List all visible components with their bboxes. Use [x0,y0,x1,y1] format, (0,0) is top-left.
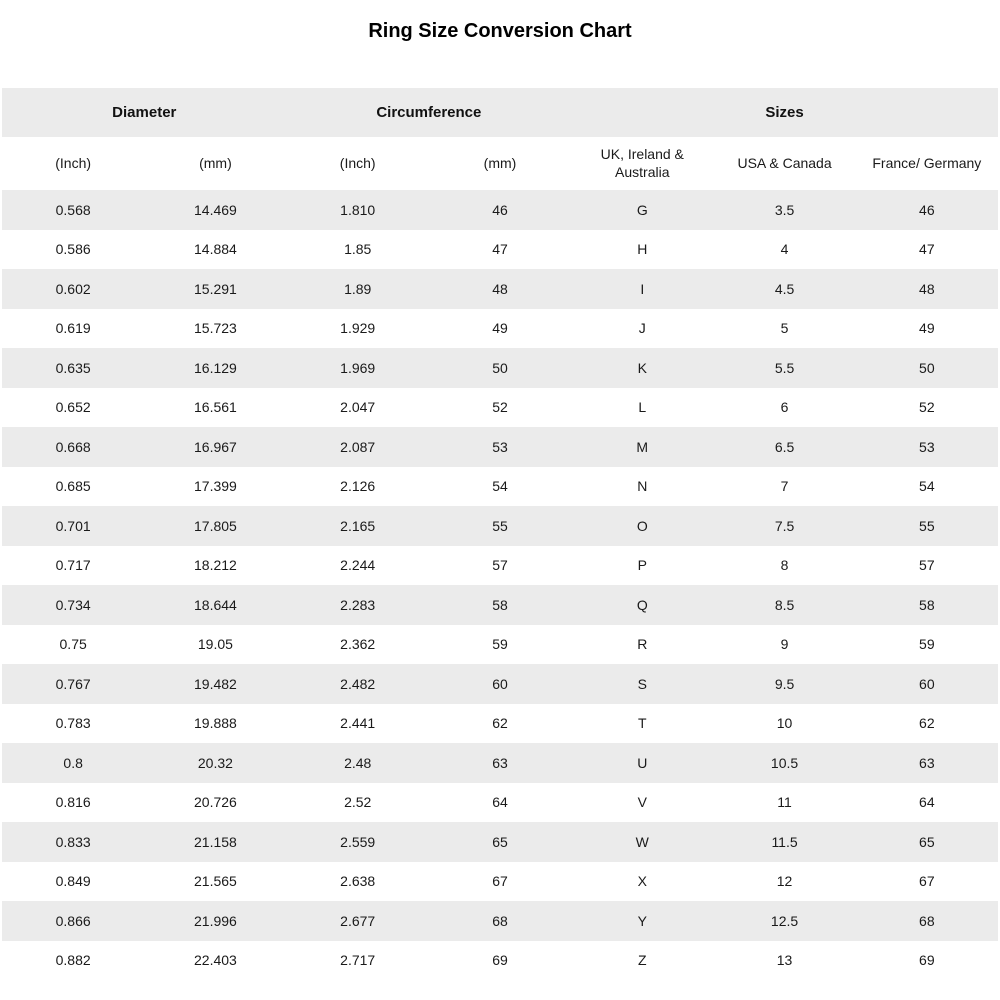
table-cell: 15.723 [194,320,237,337]
table-cell: 0.668 [55,438,91,455]
table-cell: 0.783 [55,715,91,732]
table-cell: P [637,557,647,574]
table-cell: 20.32 [197,754,233,771]
table-cell: 47 [492,241,508,258]
table-cell: 57 [492,557,508,574]
table-cell: 1.929 [340,320,376,337]
table-cell: 15.291 [194,280,237,297]
table-cell: 9 [780,636,789,653]
table-cell: 0.849 [55,873,91,890]
table-row [2,348,998,388]
table-cell: 68 [492,912,508,929]
table-cell: 2.283 [340,596,376,613]
table-cell: 2.482 [340,675,376,692]
group-header-diameter: Diameter [2,88,287,137]
col-header-france-germany: France/ Germany [872,154,982,171]
table-cell: 2.638 [340,873,376,890]
table-row [2,309,998,349]
table-cell: 0.8 [63,754,83,771]
table-cell: 12.5 [770,912,799,929]
table-cell: 6 [780,399,789,416]
table-cell: 2.126 [340,478,376,495]
col-header-circumference-mm: (mm) [483,154,517,171]
table-cell: L [638,399,647,416]
table-cell: O [636,517,648,534]
table-cell: 11.5 [771,833,798,850]
table-cell: Y [637,912,647,929]
col-header-usa-canada: USA & Canada [737,154,832,171]
table-cell: 19.888 [194,715,237,732]
table-cell: 19.05 [197,636,233,653]
table-cell: 16.967 [194,438,237,455]
table-cell: 12 [776,873,793,890]
table-cell: 0.602 [55,280,91,297]
table-cell: 0.685 [55,478,91,495]
table-cell: I [640,280,645,297]
table-cell: 2.441 [340,715,376,732]
table-row [2,546,998,586]
table-cell: 4 [780,241,789,258]
table-cell: 0.635 [55,359,91,376]
table-row [2,388,998,428]
table-cell: 20.726 [194,794,237,811]
table-row [2,269,998,309]
table-cell: 67 [492,873,508,890]
table-cell: 53 [492,438,508,455]
table-cell: 68 [919,912,935,929]
table-cell: 2.244 [340,557,376,574]
table-cell: 64 [492,794,508,811]
table-cell: 63 [919,754,935,771]
table-cell: 62 [492,715,508,732]
table-cell: V [637,794,647,811]
table-cell: 50 [492,359,508,376]
group-header-row [2,88,998,137]
table-row [2,901,998,941]
table-cell: J [638,320,646,337]
table-cell: 54 [919,478,935,495]
table-cell: 0.833 [55,833,91,850]
table-cell: 2.48 [344,754,372,771]
table-cell: 55 [919,517,935,534]
table-cell: 50 [919,359,935,376]
column-header-row [2,137,998,190]
table-cell: G [636,201,648,218]
table-cell: 60 [492,675,508,692]
table-cell: T [637,715,647,732]
table-cell: 0.767 [55,675,91,692]
table-cell: N [637,478,648,495]
table-cell: 9.5 [774,675,795,692]
table-cell: 0.75 [59,636,87,653]
table-cell: 64 [919,794,935,811]
table-cell: 11 [777,794,792,811]
table-cell: 2.677 [340,912,376,929]
table-cell: 5 [780,320,789,337]
col-header-circumference-inch: (Inch) [339,154,376,171]
table-cell: 5.5 [774,359,795,376]
table-cell: 10 [776,715,793,732]
table-cell: 62 [919,715,935,732]
table-cell: 16.561 [194,399,237,416]
table-cell: 14.469 [194,201,237,218]
table-cell: 65 [919,833,935,850]
table-cell: 2.559 [340,833,376,850]
table-cell: 0.652 [55,399,91,416]
table-row [2,585,998,625]
table-cell: 65 [492,833,508,850]
table-cell: 7.5 [774,517,795,534]
table-row [2,230,998,270]
table-body [2,190,998,980]
table-cell: 0.701 [55,517,91,534]
table-cell: 0.717 [55,557,91,574]
table-cell: Q [636,596,648,613]
table-row [2,625,998,665]
table-cell: 3.5 [774,201,795,218]
table-cell: 2.717 [340,952,376,969]
table-cell: 2.362 [340,636,376,653]
table-cell: 7 [780,478,789,495]
table-cell: U [637,754,648,771]
table-cell: 17.805 [194,517,237,534]
table-cell: 0.816 [55,794,91,811]
table-row [2,941,998,981]
table-cell: 1.969 [340,359,376,376]
table-row [2,783,998,823]
table-cell: 2.52 [344,794,372,811]
table-cell: 0.734 [55,596,91,613]
table-cell: 1.810 [340,201,376,218]
table-cell: 21.158 [194,833,237,850]
table-cell: 0.882 [55,952,91,969]
table-cell: 0.568 [55,201,91,218]
ring-size-table [2,88,998,980]
col-header-diameter-mm: (mm) [199,154,232,171]
table-cell: 59 [492,636,508,653]
table-cell: 18.212 [194,557,237,574]
table-cell: 1.89 [344,280,372,297]
table-cell: 21.996 [194,912,237,929]
table-cell: R [637,636,648,653]
table-cell: 18.644 [194,596,237,613]
table-cell: Z [637,952,647,969]
table-cell: 48 [492,280,508,297]
table-cell: 49 [492,320,508,337]
table-cell: S [637,675,647,692]
table-cell: 0.619 [55,320,91,337]
table-cell: 46 [919,201,935,218]
table-cell: 54 [492,478,508,495]
table-cell: 8.5 [774,596,795,613]
table-cell: 4.5 [774,280,795,297]
table-cell: 0.866 [55,912,91,929]
table-cell: 48 [919,280,935,297]
table-cell: M [636,438,649,455]
table-row [2,822,998,862]
table-row [2,743,998,783]
table-row [2,190,998,230]
table-cell: 10.5 [770,754,799,771]
table-row [2,862,998,902]
page-title: Ring Size Conversion Chart [368,20,632,42]
table-cell: 52 [492,399,508,416]
table-row [2,427,998,467]
table-cell: H [637,241,648,258]
table-cell: 46 [492,201,508,218]
table-cell: 1.85 [344,241,372,258]
table-cell: 58 [919,596,935,613]
table-cell: W [635,833,649,850]
table-cell: 49 [919,320,935,337]
col-header-uk-ireland-australia: UK, Ireland & Australia [600,146,684,180]
table-cell: 59 [919,636,935,653]
table-cell: 19.482 [194,675,237,692]
table-cell: 55 [492,517,508,534]
table-cell: 2.087 [340,438,376,455]
table-cell: 69 [492,952,508,969]
table-cell: 58 [492,596,508,613]
table-cell: 21.565 [194,873,237,890]
table-cell: 17.399 [194,478,237,495]
table-row [2,664,998,704]
table-cell: 60 [919,675,935,692]
table-row [2,467,998,507]
table-cell: 6.5 [774,438,795,455]
table-cell: 47 [919,241,935,258]
col-header-diameter-inch: (Inch) [55,154,92,171]
table-cell: 13 [776,952,793,969]
table-cell: 8 [780,557,789,574]
table-cell: X [637,873,647,890]
table-cell: K [637,359,647,376]
table-cell: 63 [492,754,508,771]
table-cell: 69 [919,952,935,969]
group-header-sizes: Sizes [571,88,998,137]
table-cell: 67 [919,873,935,890]
table-cell: 22.403 [194,952,237,969]
table-row [2,506,998,546]
table-cell: 14.884 [194,241,237,258]
table-cell: 2.165 [340,517,376,534]
table-cell: 2.047 [340,399,376,416]
table-cell: 0.586 [55,241,91,258]
table-row [2,704,998,744]
table-cell: 16.129 [194,359,237,376]
group-header-circumference: Circumference [287,88,572,137]
table-cell: 53 [919,438,935,455]
table-cell: 52 [919,399,935,416]
table-cell: 57 [919,557,935,574]
